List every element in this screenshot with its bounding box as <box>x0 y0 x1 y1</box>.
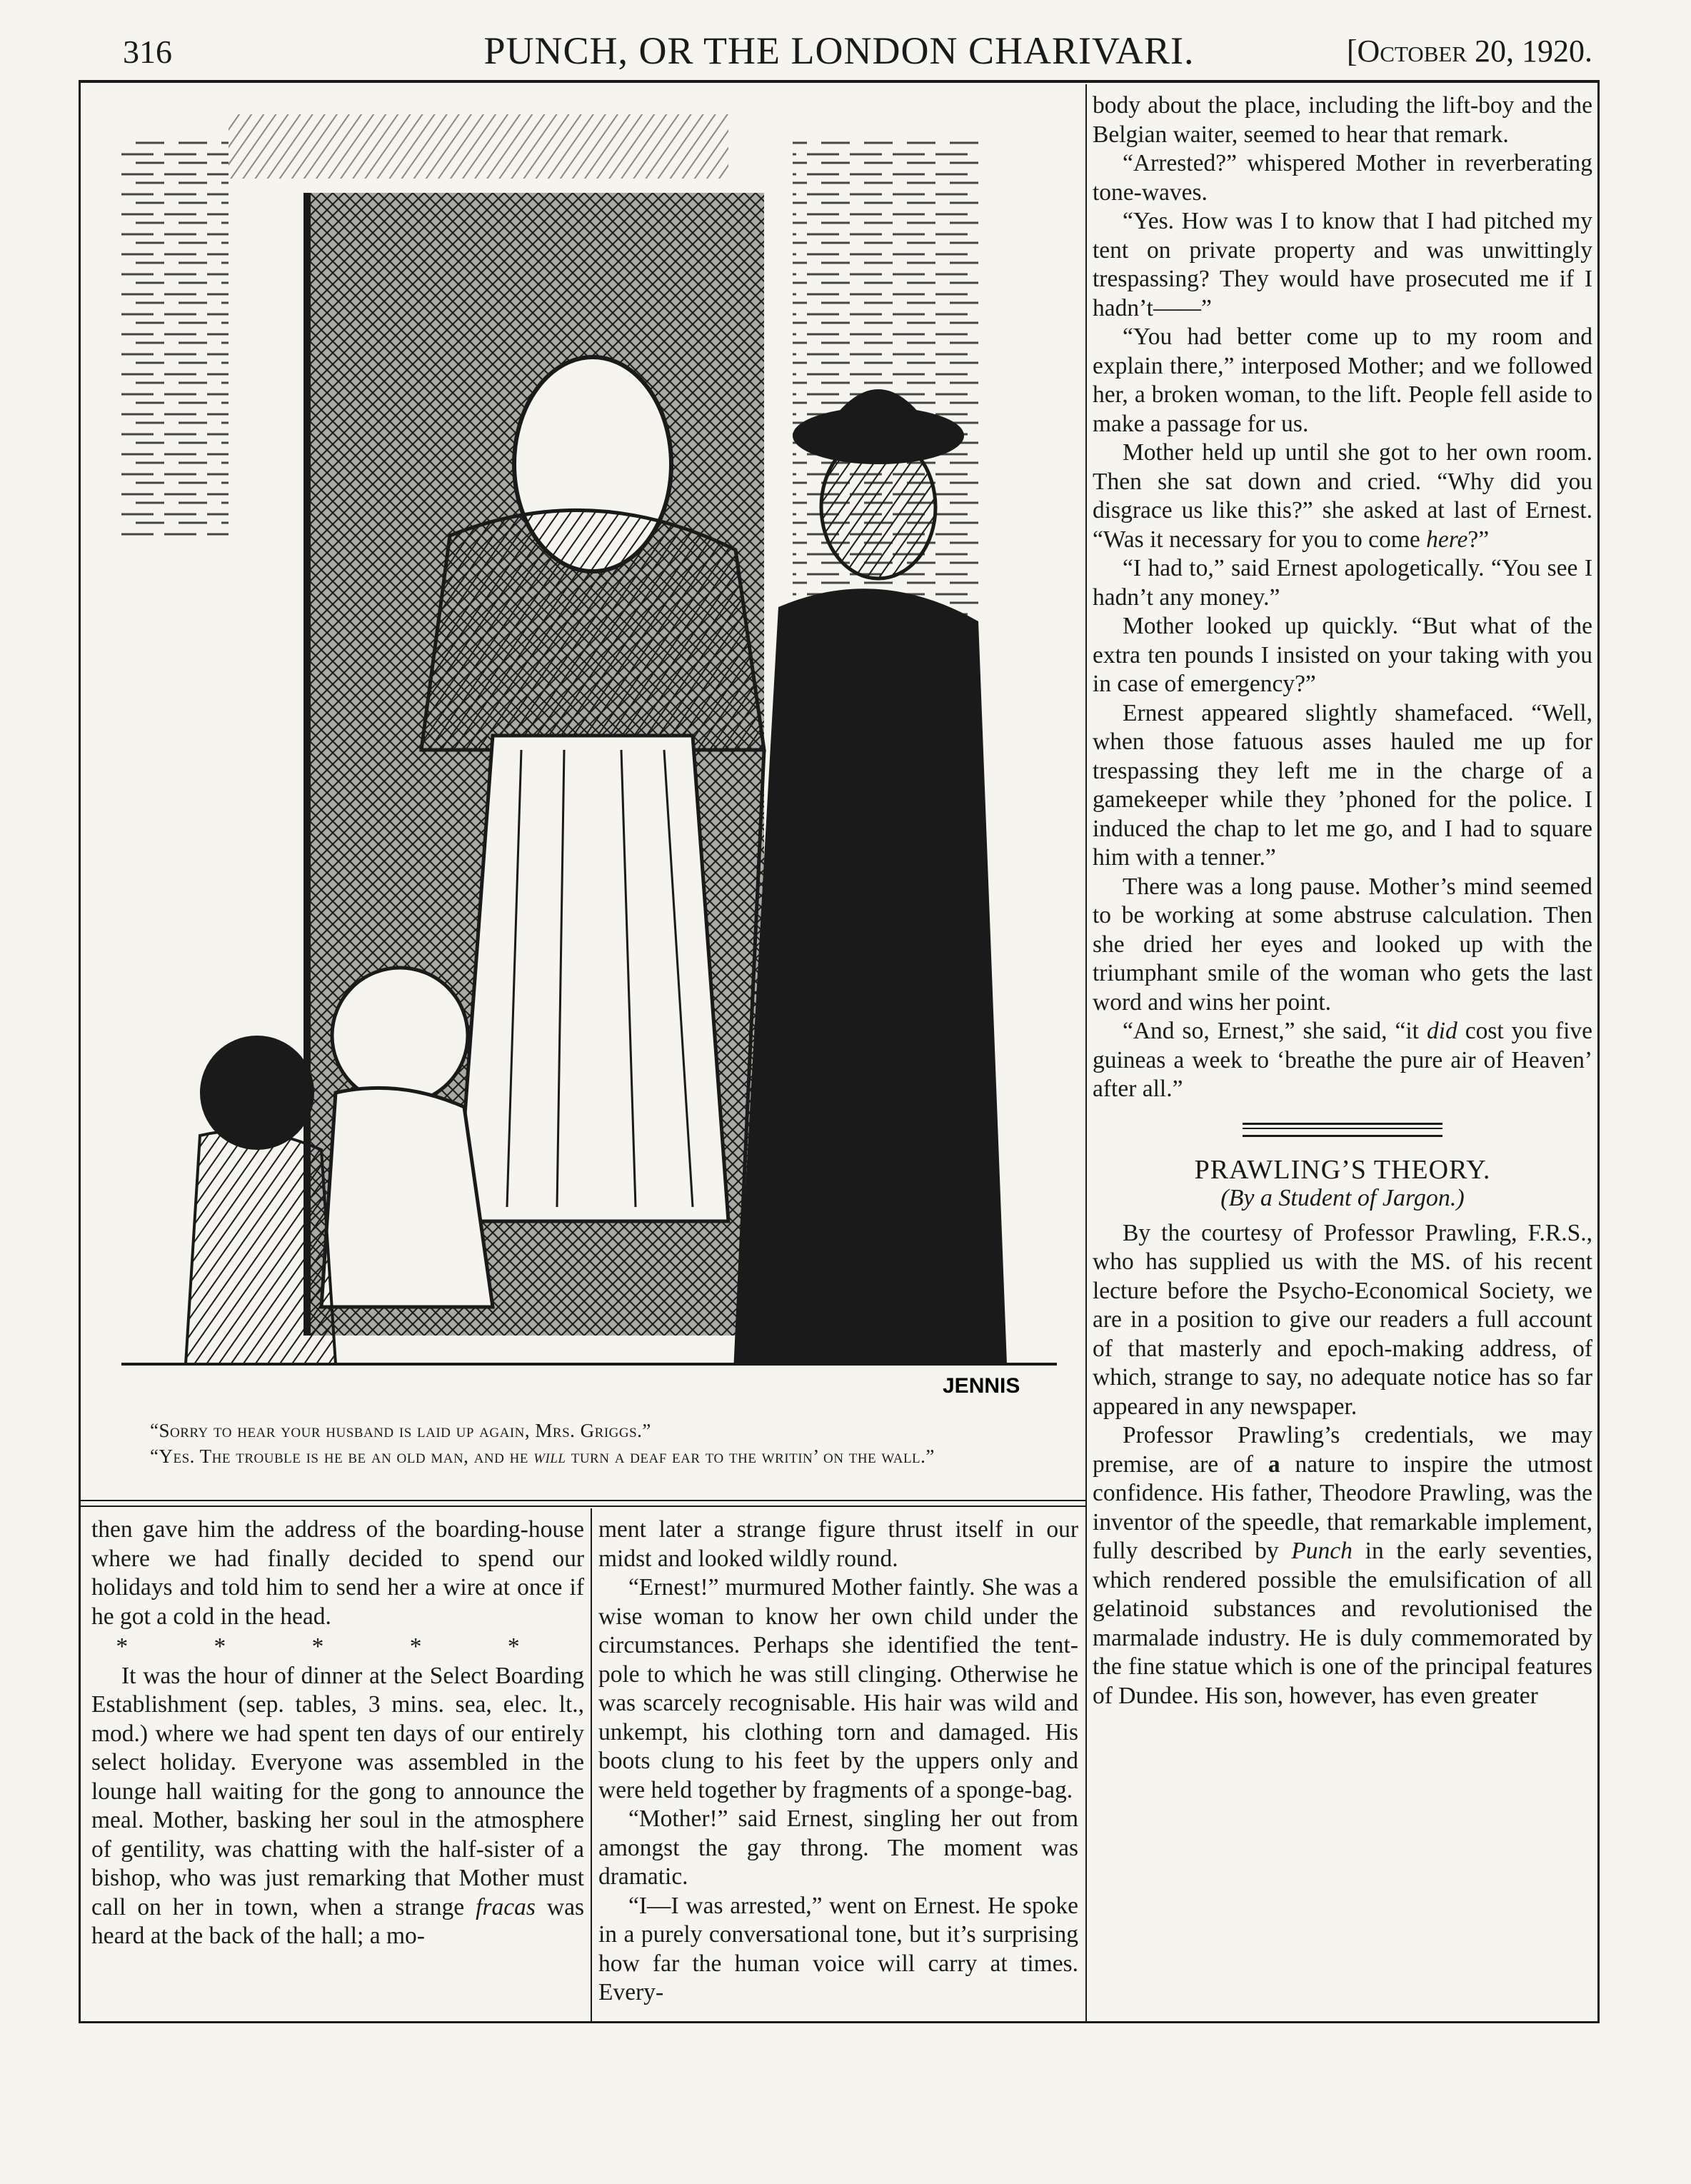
frame-right-rule <box>1597 80 1600 2023</box>
masthead: PUNCH, OR THE LONDON CHARIVARI. <box>483 29 1195 72</box>
paragraph: There was a long pause. Mother’s mind seemed to be working at some abstruse calculation. Then she dried her eyes and looked up with the triumphant smile of the woman who gets the last word and wins her point. <box>1093 873 1592 1016</box>
column-rule-left <box>591 1508 592 2021</box>
caption-line-1: “Sorry to hear your husband is laid up again, Mrs. Griggs.” <box>150 1420 651 1441</box>
frame-left-rule <box>79 80 81 2023</box>
paragraph: Mother held up until she got to her own room. Then she sat down and cried. “Why did you disgrace us like this?” she asked at last of Ernest. “Was it necessary for you to come here?” <box>1093 439 1592 553</box>
paragraph: “Yes. How was I to know that I had pitched my tent on private property and was unwittingly trespassing? They would have prosecuted me if I hadn’t——” <box>1093 208 1592 321</box>
child-body <box>321 1088 493 1307</box>
paragraph: “And so, Ernest,” she said, “it did cost you five guineas a week to ‘breathe the pure air of Heaven’ after all.” <box>1093 1018 1592 1102</box>
middle-column <box>598 1516 1078 2008</box>
section-byline: (By a Student of Jargon.) <box>1220 1185 1465 1211</box>
frame-bottom-rule <box>79 2021 1600 2023</box>
paragraph: Mother looked up quickly. “But what of the extra ten pounds I insisted on your taking with you in case of emergency?” <box>1093 613 1592 697</box>
paragraph: Professor Prawling’s credentials, we may premise, are of a nature to inspire the utmost confidence. His father, Theodore Prawling, was the inventor of the speedle, that remarkable implement, fully described by Punch in the early seventies, which rendered possible the emulsification of all gelatinoid substances and revolutionised the marmalade industry. He is duly commemorated by the fine statue which is one of the principal features of Dundee. His son, however, has even greater <box>1093 1422 1592 1709</box>
header-rule <box>79 80 1600 83</box>
paragraph: “Mother!” said Ernest, singling her out from amongst the gay throng. The moment was dramatic. <box>598 1805 1078 1890</box>
paragraph: “You had better come up to my room and explain there,” interposed Mother; and we followed her, a broken woman, to the lift. People fell aside to make a passage for us. <box>1093 324 1592 437</box>
caption-line-2: “Yes. The trouble is he be an old man, and he will turn a deaf ear to the writin’ on the wall.” <box>150 1446 935 1467</box>
paragraph: ment later a strange figure thrust itself in our midst and looked wildly round. <box>598 1516 1078 1572</box>
illustration-caption <box>107 1418 1064 1469</box>
right-column <box>1093 91 1592 1710</box>
paragraph: “Ernest!” murmured Mother faintly. She was a wise woman to know her own child under the circumstances. Perhaps she identified the tent-pole to which he was still clinging. Otherwise he was scarcely recognisable. His hair was wild and unkempt, his clothing torn and damaged. His boots clung to his feet by the uppers only and were held together by fragments of a sponge-bag. <box>598 1574 1078 1803</box>
section-title: PRAWLING’S THEORY. <box>1194 1154 1491 1185</box>
illustration-bottom-rule <box>81 1500 1085 1501</box>
paragraph: then gave him the address of the boarding-house where we had finally decided to spend our holidays and told him to send her a wire at once if he got a cold in the head. <box>91 1516 584 1630</box>
column-rule-right <box>1085 84 1087 2021</box>
illustration-bottom-rule-2 <box>81 1506 1085 1507</box>
brick-wall-left <box>121 136 229 536</box>
child-head <box>332 968 468 1103</box>
man-head <box>821 436 935 578</box>
paragraph: By the courtesy of Professor Prawling, F.R.S., who has supplied us with the MS. of his recent lecture before the Psycho-Economical Society, we are in a position to give our readers a full account of that masterly and epoch-making address, of which, strange to say, no adequate notice has so far appeared in any newspaper. <box>1093 1219 1592 1420</box>
paragraph: “I—I was arrested,” went on Ernest. He spoke in a purely conversational tone, but it’s surprising how far the human voice will carry at times. Every- <box>598 1892 1078 2005</box>
section-break-stars: * * * * * <box>116 1633 560 1660</box>
paragraph: Ernest appeared slightly shamefaced. “Well, when those fatuous asses hauled me up for trespassing they left me in the charge of a gamekeeper while they ’phoned for the police. I induced the chap to let me go, and I had to square him with a tenner.” <box>1093 699 1592 871</box>
page-header <box>79 29 1600 79</box>
issue-date: [October 20, 1920. <box>1346 34 1592 69</box>
left-column <box>91 1516 584 1951</box>
section-divider <box>1243 1123 1442 1137</box>
door-lintel <box>229 114 728 179</box>
man-coat <box>736 588 1007 1364</box>
old-woman-apron <box>457 736 728 1221</box>
paragraph: “I had to,” said Ernest apologetically. “You see I hadn’t any money.” <box>1093 555 1592 611</box>
cartoon-illustration <box>121 107 1057 1407</box>
paragraph: “Arrested?” whispered Mother in reverberating tone-waves. <box>1093 150 1592 206</box>
artist-signature: JENNIS <box>943 1374 1020 1398</box>
paragraph: body about the place, including the lift-boy and the Belgian waiter, seemed to hear that remark. <box>1093 92 1592 148</box>
page-number: 316 <box>123 34 172 70</box>
paragraph: It was the hour of dinner at the Select Boarding Establishment (sep. tables, 3 mins. sea, elec. lt., mod.) where we had spent ten days of our entirely select holiday. Everyone was assembled in the lounge hall waiting for the gong to announce the meal. Mother, basking her soul in the atmosphere of gentility, was chatting with the half-sister of a bishop, who was just remarking that Mother must call on her in town, when a strange fracas was heard at the back of the hall; a mo- <box>91 1662 584 1949</box>
old-woman-shawl <box>421 510 764 750</box>
